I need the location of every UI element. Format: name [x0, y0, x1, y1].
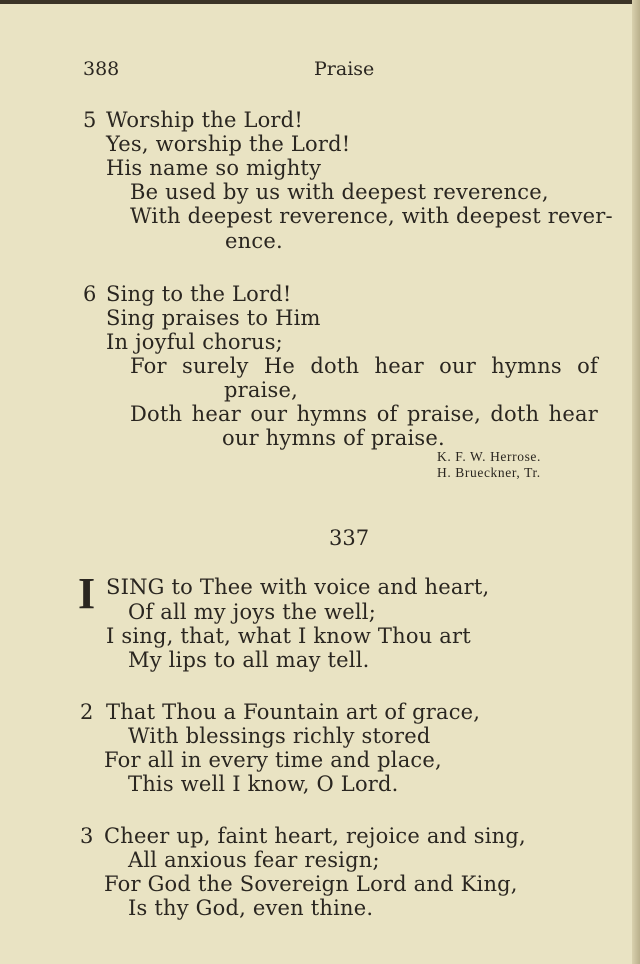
verse-line: For surely He doth hear our hymns of	[130, 354, 598, 378]
verse-number: 2	[80, 700, 94, 724]
page-right-edge	[632, 0, 640, 964]
verse-line: SING to Thee with voice and heart,	[106, 575, 490, 599]
verse-line: In joyful chorus;	[106, 330, 283, 354]
verse-line: For God the Sovereign Lord and King,	[104, 872, 518, 896]
verse-line: Yes, worship the Lord!	[106, 132, 351, 156]
verse-line: Sing praises to Him	[106, 306, 321, 330]
section-title: Praise	[314, 58, 375, 80]
verse-line: My lips to all may tell.	[128, 648, 370, 672]
translator-credit: H. Brueckner, Tr.	[437, 465, 541, 480]
verse-line: With blessings richly stored	[128, 724, 431, 748]
verse-line: Worship the Lord!	[106, 108, 303, 132]
verse-line: His name so mighty	[106, 156, 322, 180]
verse-line: ence.	[225, 229, 283, 253]
verse-line: All anxious fear resign;	[128, 848, 380, 872]
drop-cap: I	[78, 569, 96, 618]
verse-line: This well I know, O Lord.	[128, 772, 399, 796]
verse-number: 6	[83, 282, 97, 306]
verse-line: That Thou a Fountain art of grace,	[106, 700, 481, 724]
verse-line: I sing, that, what I know Thou art	[106, 624, 471, 648]
verse-line: Doth hear our hymns of praise, doth hear	[130, 402, 598, 426]
verse-line: Of all my joys the well;	[128, 600, 376, 624]
verse-line: our hymns of praise.	[222, 426, 445, 450]
page-top-edge	[0, 0, 640, 4]
page-number: 388	[83, 58, 120, 80]
verse-line: Sing to the Lord!	[106, 282, 292, 306]
hymn-number: 337	[329, 526, 370, 550]
verse-line: For all in every time and place,	[104, 748, 442, 772]
author-credit: K. F. W. Herrose.	[437, 449, 541, 464]
verse-number: 5	[83, 108, 97, 132]
verse-line: Be used by us with deepest reverence,	[130, 180, 549, 204]
verse-line: praise,	[224, 378, 298, 402]
verse-line: Cheer up, faint heart, rejoice and sing,	[104, 824, 526, 848]
verse-line: Is thy God, even thine.	[128, 896, 374, 920]
verse-number: 3	[80, 824, 94, 848]
verse-line: With deepest reverence, with deepest rever-	[130, 204, 613, 228]
